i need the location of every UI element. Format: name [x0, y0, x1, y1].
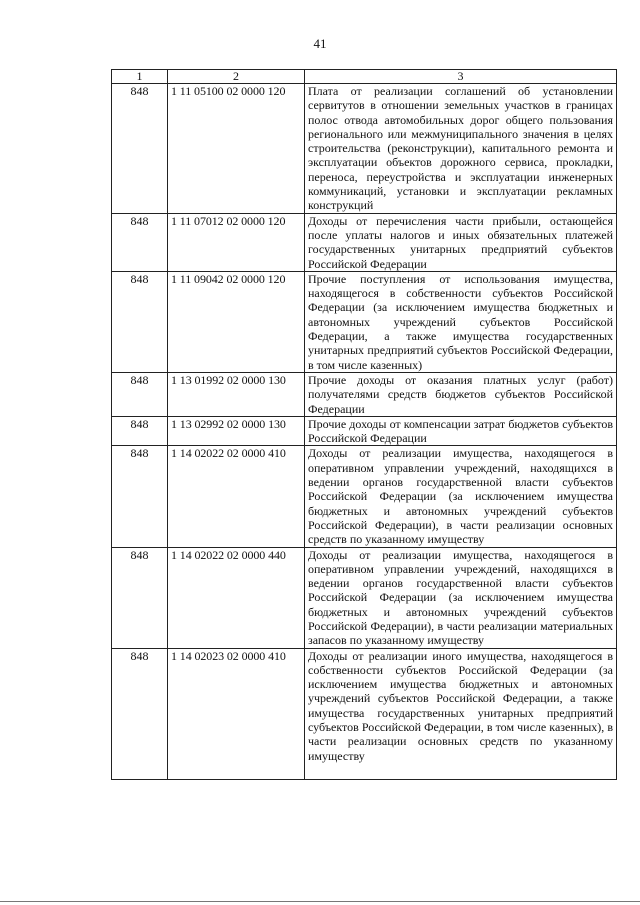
revenue-code-cell: 1 11 07012 02 0000 120: [168, 213, 305, 271]
column-header-3: 3: [305, 70, 617, 84]
admin-code-cell: 848: [112, 547, 168, 648]
description-cell: Доходы от реализации имущества, находящегося в оперативном управлении учреждений, находящихся в ведении органов государственной власти субъектов Российской Федерации (за исключением имущества бюджетных и автономных учреждений субъектов Российской Федерации), в части реализации основных средств по указанному имуществу: [305, 446, 617, 547]
revenue-code-cell: 1 13 01992 02 0000 130: [168, 372, 305, 416]
table-row: [112, 213, 617, 271]
revenue-codes-table: [111, 69, 617, 780]
revenue-code-cell: 1 14 02022 02 0000 410: [168, 446, 305, 547]
description-cell: Плата от реализации соглашений об установлении сервитутов в отношении земельных участков в границах полос отвода автомобильных дорог общего пользования регионального или межмуниципального значения в целях строительства (реконструкции), капитального ремонта и эксплуатации объектов дорожного сервиса, прокладки, переноса, переустройства и эксплуатации инженерных коммуникаций, установки и эксплуатации рекламных конструкций: [305, 84, 617, 214]
revenue-code-cell: 1 11 09042 02 0000 120: [168, 271, 305, 372]
admin-code-cell: 848: [112, 213, 168, 271]
table-header-row: [112, 70, 617, 84]
revenue-code-cell: 1 13 02992 02 0000 130: [168, 416, 305, 446]
table-row: [112, 416, 617, 446]
description-cell: Доходы от перечисления части прибыли, остающейся после уплаты налогов и иных обязательных платежей государственных унитарных предприятий субъектов Российской Федерации: [305, 213, 617, 271]
table-row: [112, 648, 617, 779]
admin-code-cell: 848: [112, 271, 168, 372]
revenue-code-cell: 1 11 05100 02 0000 120: [168, 84, 305, 214]
page-number: 41: [313, 36, 327, 51]
description-cell: Прочие поступления от использования имущества, находящегося в собственности субъектов Российской Федерации (за исключением имущества бюджетных и автономных учреждений субъектов Российской Федерации, а также имущества государственных унитарных предприятий субъектов Российской Федерации, в том числе казенных): [305, 271, 617, 372]
description-cell: Доходы от реализации иного имущества, находящегося в собственности субъектов Российской Федерации (за исключением имущества бюджетных и автономных учреждений субъектов Российской Федерации, а также имущества государственных унитарных предприятий субъектов Российской Федерации, в том числе казенных), в части реализации основных средств по указанному имуществу: [305, 648, 617, 779]
column-header-2: 2: [168, 70, 305, 84]
description-cell: Доходы от реализации имущества, находящегося в оперативном управлении учреждений, находящихся в ведении органов государственной власти субъектов Российской Федерации (за исключением имущества бюджетных и автономных учреждений субъектов Российской Федерации), в части реализации материальных запасов по указанному имуществу: [305, 547, 617, 648]
revenue-code-cell: 1 14 02023 02 0000 410: [168, 648, 305, 779]
page-bottom-border: [0, 901, 640, 902]
table-row: [112, 446, 617, 547]
table-row: [112, 84, 617, 214]
description-cell: Прочие доходы от оказания платных услуг (работ) получателями средств бюджетов субъектов Российской Федерации: [305, 372, 617, 416]
table-row: [112, 372, 617, 416]
admin-code-cell: 848: [112, 416, 168, 446]
revenue-code-cell: 1 14 02022 02 0000 440: [168, 547, 305, 648]
column-header-1: 1: [112, 70, 168, 84]
admin-code-cell: 848: [112, 84, 168, 214]
admin-code-cell: 848: [112, 372, 168, 416]
table-row: [112, 547, 617, 648]
table-row: [112, 271, 617, 372]
admin-code-cell: 848: [112, 446, 168, 547]
admin-code-cell: 848: [112, 648, 168, 779]
description-cell: Прочие доходы от компенсации затрат бюджетов субъектов Российской Федерации: [305, 416, 617, 446]
